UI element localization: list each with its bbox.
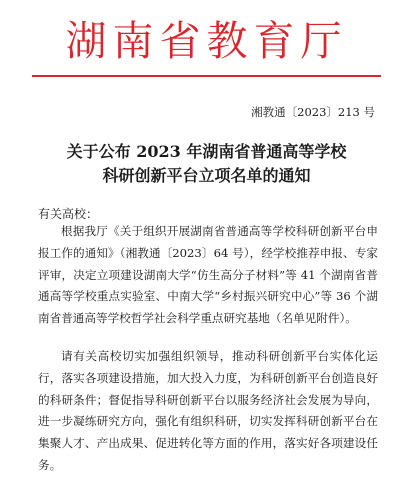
red-divider-line — [32, 75, 381, 77]
document-number: 湘教通〔2023〕213 号 — [251, 105, 375, 119]
title-line-1: 关于公布 2023 年湖南省普通高等学校 — [66, 142, 347, 161]
body-paragraph-2: 请有关高校切实加强组织领导，推动科研创新平台实体化运行，落实各项建设措施，加大投入力度，为科研创新平台创造良好的科研条件；督促指导科研创新平台以服务经济社会发展为导向，进一步凝练研究方向，强化有组织科研，切实发挥科研创新平台在集聚人才、产出成果、促进转化等方面的作用，落实好各项建设任务。 — [38, 349, 378, 472]
issuer-masthead: 湖南省教育厅 — [65, 17, 348, 65]
salutation: 有关高校： — [38, 207, 99, 221]
document-title — [0, 140, 413, 188]
body-paragraph-1: 根据我厅《关于组织开展湖南省普通高等学校科研创新平台申报工作的通知》（湘教通〔2023〕64 号），经学校推荐申报、专家评审，决定立项建设湖南大学“仿生高分子材料”等 41 个湖南省普通高等学校重点实验室、中南大学“乡村振兴研究中心”等 36 个湖南省普通高等学校哲学社会科学重点研究基地（名单见附件）。 — [38, 224, 378, 326]
title-line-2: 科研创新平台立项名单的通知 — [102, 166, 311, 185]
